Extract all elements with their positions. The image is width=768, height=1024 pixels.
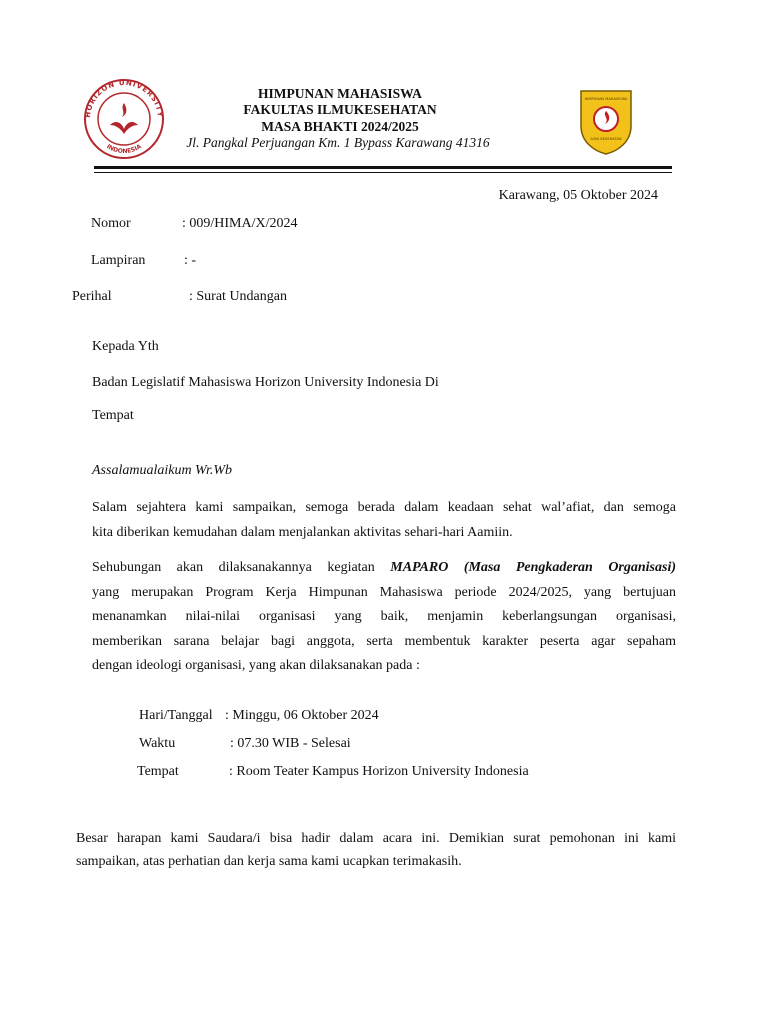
recipient-line-1: Kepada Yth [92,339,159,354]
lampiran-label: Lampiran [91,253,146,268]
himpunan-mahasiswa-logo [578,88,634,156]
event-time-label: Waktu [139,736,176,751]
nomor-label: Nomor [91,216,131,231]
header-address: Jl. Pangkal Perjuangan Km. 1 Bypass Karawang 41316 [186,135,490,150]
para2-line-2: yang merupakan Program Kerja Himpunan Mahasiswa periode 2024/2025, yang bertujuan [92,584,676,600]
header-period: MASA BHAKTI 2024/2025 [261,119,419,134]
event-place-value: : Room Teater Kampus Horizon University Indonesia [229,764,529,779]
closing-line-2: sampaikan, atas perhatian dan kerja sama kami ucapkan terimakasih. [76,854,462,869]
event-name-expansion: (Masa Pengkaderan Organisasi) [448,560,676,575]
header-faculty: FAKULTAS ILMUKESEHATAN [243,102,437,117]
recipient-line-3: Tempat [92,408,134,423]
para2-line-1 [92,556,676,581]
perihal-label: Perihal [72,289,112,304]
event-day-value: : Minggu, 06 Oktober 2024 [225,708,379,723]
logo-text-top: HORIZON UNIVERSITY [83,79,165,119]
closing-line-1: Besar harapan kami Saudara/i bisa hadir dalam acara ini. Demikian surat pemohonan ini kami [76,831,676,846]
event-day-label: Hari/Tanggal [139,708,213,723]
letter-date: Karawang, 05 Oktober 2024 [498,188,658,203]
para2-line-5: dengan ideologi organisasi, yang akan dilaksanakan pada : [92,658,420,673]
perihal-value: : Surat Undangan [189,289,287,304]
para1-line-2: kita diberikan kemudahan dalam menjalankan aktivitas sehari-hari Aamiin. [92,524,513,540]
horizon-university-logo [80,79,168,159]
lampiran-value: : - [184,253,197,268]
para1-line-1: Salam sejahtera kami sampaikan, semoga berada dalam keadaan sehat wal’afiat, dan semoga [92,500,676,515]
paragraph-closing [76,827,676,873]
recipient-line-2: Badan Legislatif Mahasiswa Horizon University Indonesia Di [92,375,439,390]
para2-l1-text: Sehubungan akan dilaksanakannya kegiatan [92,560,391,575]
event-name: MAPARO [390,560,449,575]
para2-line-3: menanamkan nilai-nilai organisasi yang baik, menjamin keberlangsungan organisasi, [92,609,676,624]
para2-line-4: memberikan sarana belajar bagi anggota, serta membentuk karakter peserta agar sepaham [92,633,676,649]
event-place-label: Tempat [137,764,179,779]
right-logo-bottom-text: ILMU KESEHATAN [590,137,622,141]
event-time-value: : 07.30 WIB - Selesai [230,736,351,751]
header-divider-thin [94,172,672,173]
right-logo-top-text: HIMPUNAN MAHASISWA [584,97,628,101]
paragraph-opening [92,496,676,545]
logo-text-bottom: INDONESIA [105,143,143,156]
header-org: HIMPUNAN MAHASISWA [258,86,422,101]
greeting: Assalamualaikum Wr.Wb [92,463,232,478]
paragraph-event [92,556,676,679]
nomor-value: : 009/HIMA/X/2024 [182,216,298,231]
header-divider-thick [94,166,672,169]
